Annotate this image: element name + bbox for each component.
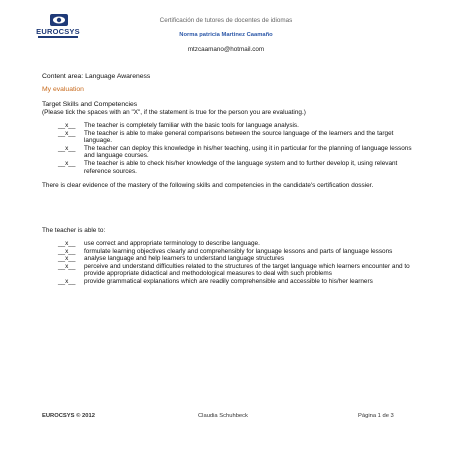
skills-title: Target Skills and Competencies: [42, 101, 138, 108]
logo-text: EUROCSYS: [36, 27, 80, 36]
candidate-email: mtzcaamano@hotmail.com: [187, 46, 265, 53]
skills-checklist: [58, 122, 420, 175]
check-mark-field[interactable]: __x__: [58, 144, 76, 152]
teacher-able-heading: The teacher is able to:: [42, 227, 106, 234]
check-mark-field[interactable]: __x__: [58, 255, 76, 263]
my-evaluation-heading: My evaluation: [42, 86, 84, 93]
candidate-name: Norma patricia Martinez Caamaño: [179, 32, 273, 38]
checklist-item-text: The teacher can deploy this knowledge in his/her teaching, using it in particular for the planning of language lessons and language courses.: [84, 144, 412, 160]
content-area-heading: Content area: Language Awareness: [42, 73, 151, 80]
check-mark-field[interactable]: __x__: [58, 240, 76, 247]
checklist-item-text: analyse language and help learners to understand language structures: [84, 255, 285, 263]
ability-checklist: [58, 240, 420, 286]
checklist-item: [58, 240, 420, 248]
check-mark-field[interactable]: __x__: [58, 129, 76, 137]
check-mark-field[interactable]: __x__: [58, 262, 76, 270]
checklist-item-text: use correct and appropriate terminology to describe language.: [84, 240, 260, 247]
checklist-item: [58, 278, 420, 286]
checklist-item-text: formulate learning objectives clearly and comprehensibly for language lessons and parts of language lessons: [84, 247, 393, 255]
checklist-item: [58, 248, 420, 256]
checklist-item-text: The teacher is able to check his/her knowledge of the language system and to further develop it, using relevant reference sources.: [84, 159, 398, 175]
skills-instructions: (Please tick the spaces with an "X", if the statement is true for the person you are evaluating.): [42, 109, 306, 116]
checklist-item: [58, 145, 420, 160]
footer-copyright: EUROCSYS © 2012: [42, 413, 95, 419]
footer-author: Claudia Schuhbeck: [198, 413, 248, 419]
check-mark-field[interactable]: __x__: [58, 277, 76, 285]
checklist-item: [58, 255, 420, 263]
checklist-item-text: provide grammatical explanations which are readily comprehensible and accessible to his/her learners: [84, 277, 373, 285]
checklist-item-text: perceive and understand difficulties related to the structures of the target language which learners encounter and to provide appropriate didactical and methodological measures to deal with such problems: [84, 262, 410, 278]
check-mark-field[interactable]: __x__: [58, 122, 76, 129]
checklist-item-text: The teacher is able to make general comparisons between the source language of the learners and the target language.: [84, 129, 394, 145]
check-mark-field[interactable]: __x__: [58, 159, 76, 167]
checklist-item-text: The teacher is completely familiar with the basic tools for language analysis.: [84, 122, 299, 129]
evidence-statement: There is clear evidence of the mastery of the following skills and competencies in the candidate's certification dossier.: [42, 182, 374, 189]
checklist-item: [58, 263, 420, 278]
checklist-item: [58, 130, 420, 145]
header-title: Certificación de tutores de docentes de idiomas: [159, 17, 293, 24]
checklist-item: [58, 122, 420, 130]
check-mark-field[interactable]: __x__: [58, 247, 76, 255]
checklist-item: [58, 160, 420, 175]
footer-page-number: Página 1 de 3: [358, 413, 394, 419]
